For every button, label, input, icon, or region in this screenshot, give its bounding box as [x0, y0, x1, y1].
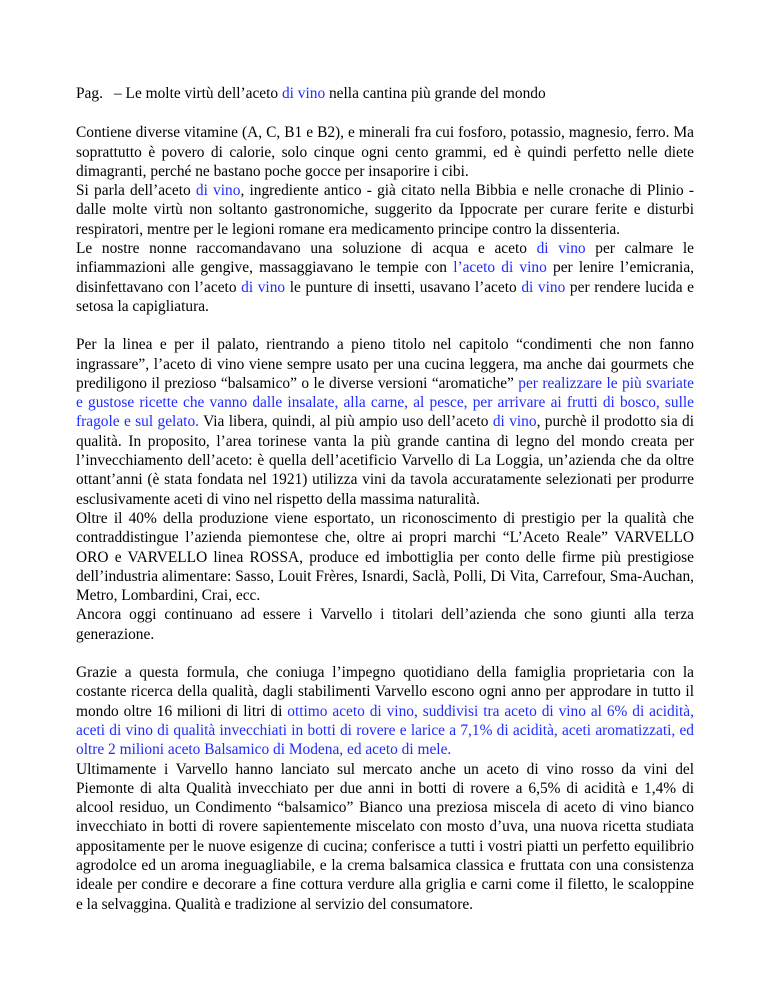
- text-highlight: di vino: [521, 278, 566, 296]
- text-run: Per la linea e per il palato, rientrando a pieno titolo nel capitolo “condimenti che non fanno ingrassare”, l’aceto di vino viene sempre usato per una cucina leggera, ma anche dai gourmets che prediligono il prezioso “balsamico” o le diverse versioni “aromatiche”: [76, 336, 694, 392]
- page-label: Pag.: [76, 85, 103, 102]
- section-products: [76, 663, 694, 914]
- text-run: le punture di insetti, usavano l’aceto: [285, 278, 522, 296]
- title-highlight: di vino: [281, 85, 326, 102]
- paragraph-production: [76, 663, 694, 759]
- text-run: Via libera, quindi, al più ampio uso dell’aceto: [198, 413, 493, 431]
- paragraph-remedies: [76, 239, 694, 316]
- text-highlight: per realizzare le più svariate e gustose ricette che vanno dalle insalate, alla carne, al pesce, per arrivare ai frutti di bosco, sulle fragole e sul gelato.: [76, 374, 694, 431]
- document-page: [76, 84, 694, 933]
- section-virtues: [76, 123, 694, 316]
- text-run: , purchè il prodotto sia di qualità. In proposito, l’area torinese vanta la più grande cantina di legno del mondo creata per l’invecchiamento dell’aceto: è quella dell’acetificio Varvello di La Loggia, un’azienda che da oltre ottant’anni (è stata fondata nel 1921) utilizza vini da tavola accuratamente selezionati per produrre esclusivamente aceti di vino nel rispetto della massima naturalità.: [76, 413, 695, 508]
- text-highlight: di vino: [241, 278, 286, 296]
- page-title: [76, 84, 694, 103]
- text-highlight: di vino: [195, 182, 241, 200]
- text-run: , ingrediente antico - già citato nella Bibbia e nelle cronache di Plinio - dalle molte virtù non soltanto gastronomiche, suggerito da Ippocrate per curare ferite e disturbi respiratori, mentre per le legioni romane era medicamento principe contro la dissenteria.: [76, 182, 694, 238]
- text-run: per calmare le infiammazioni alle gengive, massaggiavano le tempie con: [76, 240, 695, 277]
- paragraph-history: [76, 181, 694, 239]
- text-run: Le nostre nonne raccomandavano una soluzione di acqua e aceto: [76, 240, 537, 258]
- text-run: Grazie a questa formula, che coniuga l’impegno quotidiano della famiglia proprietaria con la costante ricerca della qualità, dagli stabilimenti Varvello escono ogni anno per approdare in tutto il mondo oltre 16 milioni di litri di: [76, 664, 694, 720]
- text-highlight: l’aceto di vino: [453, 259, 547, 277]
- paragraph-export: Oltre il 40% della produzione viene esportato, un riconoscimento di prestigio per la qualità che contraddistingue l’azienda piemontese che, oltre ai propri marchi “L’Aceto Reale” VARVELLO ORO e VARVELLO linea ROSSA, produce ed imbottiglia per conto delle firme più prestigiose dell’industria alimentare: Sasso, Louit Frères, Isnardi, Saclà, Polli, Di Vita, Carrefour, Sma-Auchan, Metro, Lombardini, Crai, ecc.: [76, 509, 694, 605]
- title-text-end: nella cantina più grande del mondo: [325, 85, 546, 102]
- text-highlight: ottimo aceto di vino, suddivisi tra aceto di vino al 6% di acidità, aceti di vino di qualità invecchiati in botti di rovere e larice a 7,1% di acidità, aceti aromatizzati, ed oltre 2 milioni aceto Balsamico di Modena, ed aceto di mele.: [76, 702, 694, 759]
- text-run: per lenire l’emicrania, disinfettavano con l’aceto: [76, 259, 695, 296]
- paragraph-new-products: Ultimamente i Varvello hanno lanciato sul mercato anche un aceto di vino rosso da vini del Piemonte di alta Qualità invecchiato per due anni in botti di rovere a 6,5% di acidità e 1,4% di alcool residuo, un Condimento “balsamico” Bianco una preziosa miscela di aceto di vino bianco invecchiato in botti di rovere sapientemente miscelato con mosto d’uva, una nuova ricetta studiata appositamente per le nuove esigenze di cucina; conferisce a tutti i vostri piatti un perfetto equilibrio agrodolce ed un aroma ineguagliabile, e la crema balsamica classica e fruttata con una consistenza ideale per condire e decorare a fine cottura verdure alla griglia e carni come il filetto, le scaloppine e la selvaggina. Qualità e tradizione al servizio del consumatore.: [76, 760, 694, 913]
- paragraph-generation: Ancora oggi continuano ad essere i Varvello i titolari dell’azienda che sono giunti alla terza generazione.: [76, 606, 694, 643]
- paragraph-nutrition: Contiene diverse vitamine (A, C, B1 e B2), e minerali fra cui fosforo, potassio, magnesio, ferro. Ma soprattutto è povero di calorie, solo cinque ogni cento grammi, ed è quindi perfetto nelle diete dimagranti, perché ne bastano poche gocce per insaporire i cibi.: [76, 124, 694, 180]
- title-text-start: – Le molte virtù dell’aceto: [114, 85, 282, 102]
- section-company: [76, 335, 694, 644]
- text-run: per rendere lucida e setosa la capigliatura.: [76, 278, 695, 315]
- text-highlight: di vino: [536, 240, 586, 258]
- text-highlight: di vino: [492, 413, 537, 431]
- text-run: Si parla dell’aceto: [76, 182, 196, 200]
- paragraph-cuisine: [76, 335, 694, 509]
